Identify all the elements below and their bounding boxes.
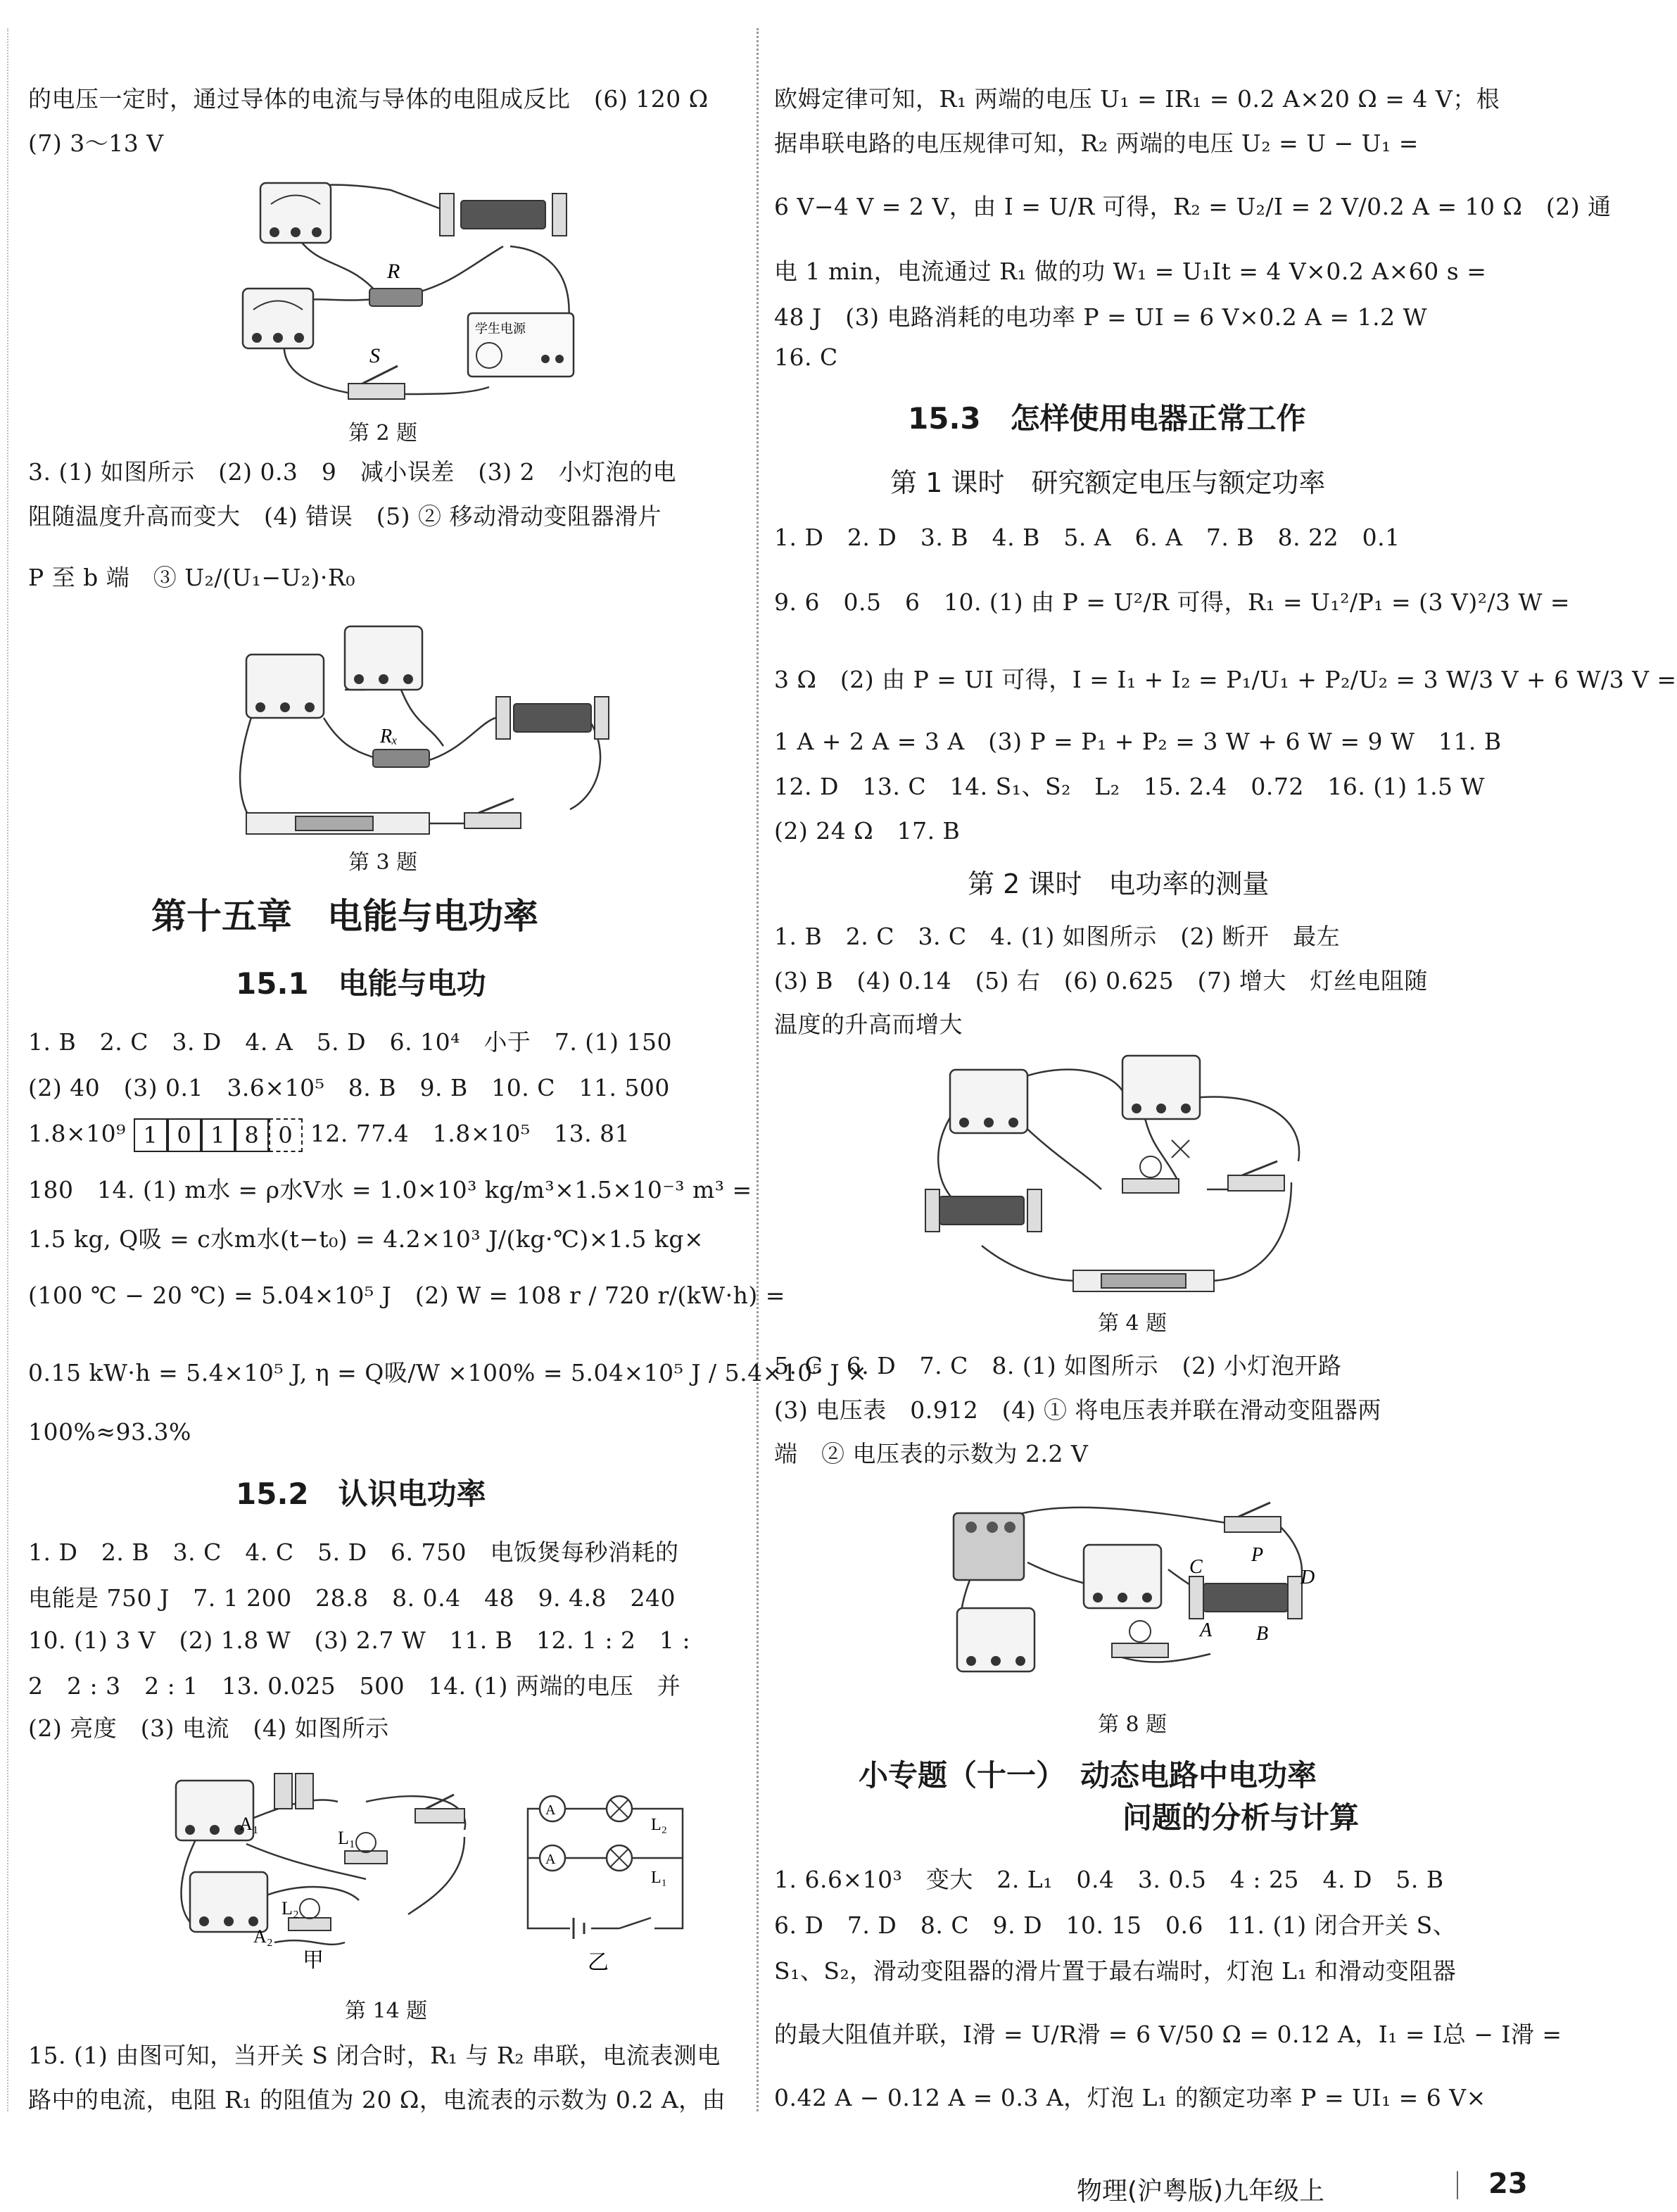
- answer-line: 15. (1) 由图可知，当开关 S 闭合时，R₁ 与 R₂ 串联，电流表测电: [28, 2042, 721, 2069]
- bulb-icon: [1122, 1156, 1179, 1193]
- answer-line: 路中的电流，电阻 R₁ 的阻值为 20 Ω，电流表的示数为 0.2 A，由: [28, 2086, 726, 2113]
- voltmeter-icon: [260, 183, 331, 243]
- page-number: 23: [1488, 2168, 1528, 2200]
- meter-reading-boxes: [134, 1118, 303, 1152]
- answer-line: P 至 b 端 ③ U₂/(U₁−U₂)·R₀: [28, 564, 355, 591]
- lamp-symbol: [607, 1845, 632, 1871]
- label-L1: L₁: [338, 1828, 355, 1848]
- resistor-icon: [369, 289, 422, 306]
- ammeter-icon: [957, 1608, 1034, 1671]
- svg-text:A: A: [545, 1802, 556, 1818]
- answer-line: 的电压一定时，通过导体的电流与导体的电阻成反比 (6) 120 Ω: [28, 85, 709, 113]
- digit-box: 0: [269, 1118, 303, 1152]
- rheostat-icon: [925, 1189, 1042, 1232]
- svg-text:A: A: [545, 1852, 556, 1867]
- label-A: A: [1200, 1619, 1213, 1641]
- label-B: B: [1256, 1623, 1269, 1645]
- battery-pack-icon: [954, 1513, 1024, 1580]
- answer-line: 5. C 6. D 7. C 8. (1) 如图所示 (2) 小灯泡开路: [774, 1352, 1342, 1379]
- voltmeter-icon: [345, 626, 422, 690]
- answer-line: 1. B 2. C 3. C 4. (1) 如图所示 (2) 断开 最左: [774, 923, 1341, 950]
- rheostat-icon: [1189, 1576, 1302, 1619]
- answer-line: 0.15 kW·h = 5.4×10⁵ J, η = Q吸/W ×100% = 5.04×10⁵ J / 5.4×10⁵ J ×: [28, 1359, 868, 1386]
- left-margin-dots: [7, 28, 8, 2111]
- ammeter-icon: [246, 655, 324, 718]
- label-A1: A₁: [239, 1814, 259, 1834]
- figure-caption: 第 2 题: [348, 421, 418, 445]
- book-title: 物理(沪粤版)九年级上: [1077, 2177, 1325, 2206]
- answer-line: (3) B (4) 0.14 (5) 右 (6) 0.625 (7) 增大 灯丝电阻随: [774, 967, 1428, 994]
- answer-line: (2) 40 (3) 0.1 3.6×10⁵ 8. B 9. B 10. C 11. 500: [28, 1074, 670, 1101]
- label-D: D: [1301, 1567, 1315, 1588]
- switch-icon: [1224, 1503, 1281, 1532]
- answer-line: (3) 电压表 0.912 (4) ① 将电压表并联在滑动变阻器两: [774, 1396, 1381, 1424]
- answer-line: 3 Ω (2) 由 P = UI 可得，I = I₁ + I₂ = P₁/U₁ + P₂/U₂ = 3 W/3 V + 6 W/3 V =: [774, 666, 1677, 693]
- answer-line: 1.5 kg, Q吸 = c水m水(t−t₀) = 4.2×10³ J/(kg·℃)×1.5 kg×: [28, 1225, 704, 1253]
- circuit-figure-4: [911, 1049, 1348, 1302]
- answer-line: (100 ℃ − 20 ℃) = 5.04×10⁵ J (2) W = 108 r / 720 r/(kW·h) =: [28, 1282, 785, 1309]
- battery-icon: [246, 813, 429, 834]
- answer-text: 12. 77.4 1.8×10⁵ 13. 81: [310, 1120, 631, 1147]
- answer-line: 1. 6.6×10³ 变大 2. L₁ 0.4 3. 0.5 4 : 25 4. D 5. B: [774, 1866, 1444, 1893]
- ammeter-icon: [1122, 1056, 1200, 1119]
- circuit-figure-14-jia: [134, 1759, 500, 1971]
- answer-line: 6. D 7. D 8. C 9. D 10. 15 0.6 11. (1) 闭合开关 S、: [774, 1911, 1457, 1939]
- digit-box: 1: [201, 1118, 235, 1152]
- answer-line: (7) 3～13 V: [28, 129, 164, 157]
- section-title: 15.3 怎样使用电器正常工作: [908, 401, 1306, 436]
- answer-line: 10. (1) 3 V (2) 1.8 W (3) 2.7 W 11. B 12. 1 : 2 1 :: [28, 1626, 691, 1654]
- answer-line: 1. D 2. B 3. C 4. C 5. D 6. 750 电饭煲每秒消耗的: [28, 1538, 679, 1566]
- answer-line: 温度的升高而增大: [774, 1011, 963, 1038]
- figure-caption: 第 14 题: [345, 1999, 428, 2023]
- circuit-figure-8: [915, 1485, 1337, 1696]
- answer-line: 2 2 : 3 2 : 1 13. 0.025 500 14. (1) 两端的电压 并: [28, 1672, 681, 1700]
- label-L1: L₁: [651, 1869, 668, 1887]
- ammeter-icon: [243, 289, 313, 348]
- voltmeter-icon: [950, 1070, 1027, 1133]
- circuit-figure-14-yi: [514, 1788, 725, 1975]
- chapter-title: 第十五章 电能与电功率: [151, 896, 538, 937]
- answer-line: 1. B 2. C 3. D 4. A 5. D 6. 10⁴ 小于 7. (1) 150: [28, 1028, 673, 1056]
- voltmeter-icon: [1084, 1545, 1161, 1608]
- label-supply: 学生电源: [475, 322, 526, 336]
- answer-line: 电 1 min，电流通过 R₁ 做的功 W₁ = U₁It = 4 V×0.2 A×60 s =: [774, 258, 1487, 285]
- ammeter-symbol: [540, 1796, 565, 1821]
- label-C: C: [1189, 1556, 1203, 1578]
- label-P: P: [1251, 1544, 1264, 1566]
- answer-line: 3. (1) 如图所示 (2) 0.3 9 减小误差 (3) 2 小灯泡的电: [28, 458, 677, 486]
- answer-line: 48 J (3) 电路消耗的电功率 P = UI = 6 V×0.2 A = 1.2 W: [774, 303, 1428, 331]
- answer-text: 1.8×10⁹: [28, 1120, 126, 1147]
- footer-divider: [1457, 2171, 1458, 2199]
- figure-caption: 第 8 题: [1098, 1712, 1167, 1737]
- answer-line: 端 ② 电压表的示数为 2.2 V: [774, 1440, 1089, 1467]
- answer-line: 欧姆定律可知，R₁ 两端的电压 U₁ = IR₁ = 0.2 A×20 Ω = 4 V；根: [774, 85, 1500, 113]
- digit-box: 1: [134, 1118, 167, 1152]
- answer-line: 电能是 750 J 7. 1 200 28.8 8. 0.4 48 9. 4.8 240: [28, 1584, 676, 1612]
- answer-line: 据串联电路的电压规律可知，R₂ 两端的电压 U₂ = U − U₁ =: [774, 129, 1419, 157]
- label-R: R: [387, 260, 400, 283]
- switch-symbol: [619, 1918, 654, 1935]
- special-topic-title: 问题的分析与计算: [1122, 1800, 1360, 1835]
- section-title: 15.1 电能与电功: [236, 966, 486, 1001]
- digit-box: 8: [235, 1118, 269, 1152]
- answer-line: S₁、S₂，滑动变阻器的滑片置于最右端时，灯泡 L₁ 和滑动变阻器: [774, 1957, 1457, 1985]
- answer-line: 1 A + 2 A = 3 A (3) P = P₁ + P₂ = 3 W + 6 W = 9 W 11. B: [774, 728, 1502, 755]
- special-topic-title: 小专题（十一） 动态电路中电功率: [859, 1758, 1317, 1793]
- lamp-symbol: [607, 1796, 632, 1821]
- column-divider: [757, 28, 759, 2111]
- rheostat-icon: [496, 697, 609, 739]
- answer-line: 9. 6 0.5 6 10. (1) 由 P = U²/R 可得，R₁ = U₁²/P₁ = (3 V)²/3 W =: [774, 588, 1571, 616]
- label-L2: L₂: [651, 1816, 668, 1834]
- answer-line: 16. C: [774, 343, 838, 371]
- lesson-title: 第 2 课时 电功率的测量: [968, 868, 1270, 899]
- answer-line: 12. D 13. C 14. S₁、S₂ L₂ 15. 2.4 0.72 16. (1) 1.5 W: [774, 773, 1485, 800]
- lesson-title: 第 1 课时 研究额定电压与额定功率: [890, 467, 1326, 498]
- circuit-figure-2: [208, 162, 602, 415]
- label-L2: L₂: [281, 1898, 299, 1919]
- section-title: 15.2 认识电功率: [236, 1477, 486, 1511]
- ammeter-symbol: [540, 1845, 565, 1871]
- answer-line: 180 14. (1) m水 = ρ水V水 = 1.0×10³ kg/m³×1.5×10⁻³ m³ =: [28, 1176, 752, 1203]
- answer-line: 6 V−4 V = 2 V，由 I = U/R 可得，R₂ = U₂/I = 2 V/0.2 A = 10 Ω (2) 通: [774, 193, 1612, 220]
- answer-line: (2) 亮度 (3) 电流 (4) 如图所示: [28, 1714, 389, 1742]
- label-S: S: [369, 344, 380, 367]
- figure-caption: 第 4 题: [1098, 1311, 1167, 1336]
- battery-symbol: [570, 1918, 591, 1939]
- label-jia: 甲: [303, 1948, 324, 1973]
- answer-line: [28, 1116, 630, 1152]
- switch-icon: [1228, 1161, 1284, 1191]
- figure-caption: 第 3 题: [348, 850, 418, 875]
- bulb-icon: [1112, 1621, 1168, 1657]
- answer-line: (2) 24 Ω 17. B: [774, 817, 961, 845]
- answer-line: 1. D 2. D 3. B 4. B 5. A 6. A 7. B 8. 22 0.1: [774, 524, 1400, 551]
- switch-icon: [464, 799, 521, 828]
- label-yi: 乙: [588, 1950, 609, 1975]
- answer-line: 阻随温度升高而变大 (4) 错误 (5) ② 移动滑动变阻器滑片: [28, 503, 662, 530]
- circuit-figure-3: [204, 612, 612, 845]
- answer-line: 0.42 A − 0.12 A = 0.3 A，灯泡 L₁ 的额定功率 P = UI₁ = 6 V×: [774, 2084, 1486, 2111]
- rheostat-icon: [440, 194, 567, 236]
- answer-line: 的最大阻值并联，I滑 = U/R滑 = 6 V/50 Ω = 0.12 A，I₁ = I总 − I滑 =: [774, 2021, 1562, 2048]
- ammeter-icon: [190, 1872, 267, 1932]
- battery-icon: [1073, 1270, 1214, 1291]
- switch-icon: [348, 366, 405, 399]
- digit-box: 0: [167, 1118, 201, 1152]
- label-A2: A₂: [253, 1926, 273, 1947]
- label-Rx: Rₓ: [380, 726, 398, 747]
- resistor-icon: [373, 750, 429, 767]
- answer-line: 100%≈93.3%: [28, 1418, 191, 1446]
